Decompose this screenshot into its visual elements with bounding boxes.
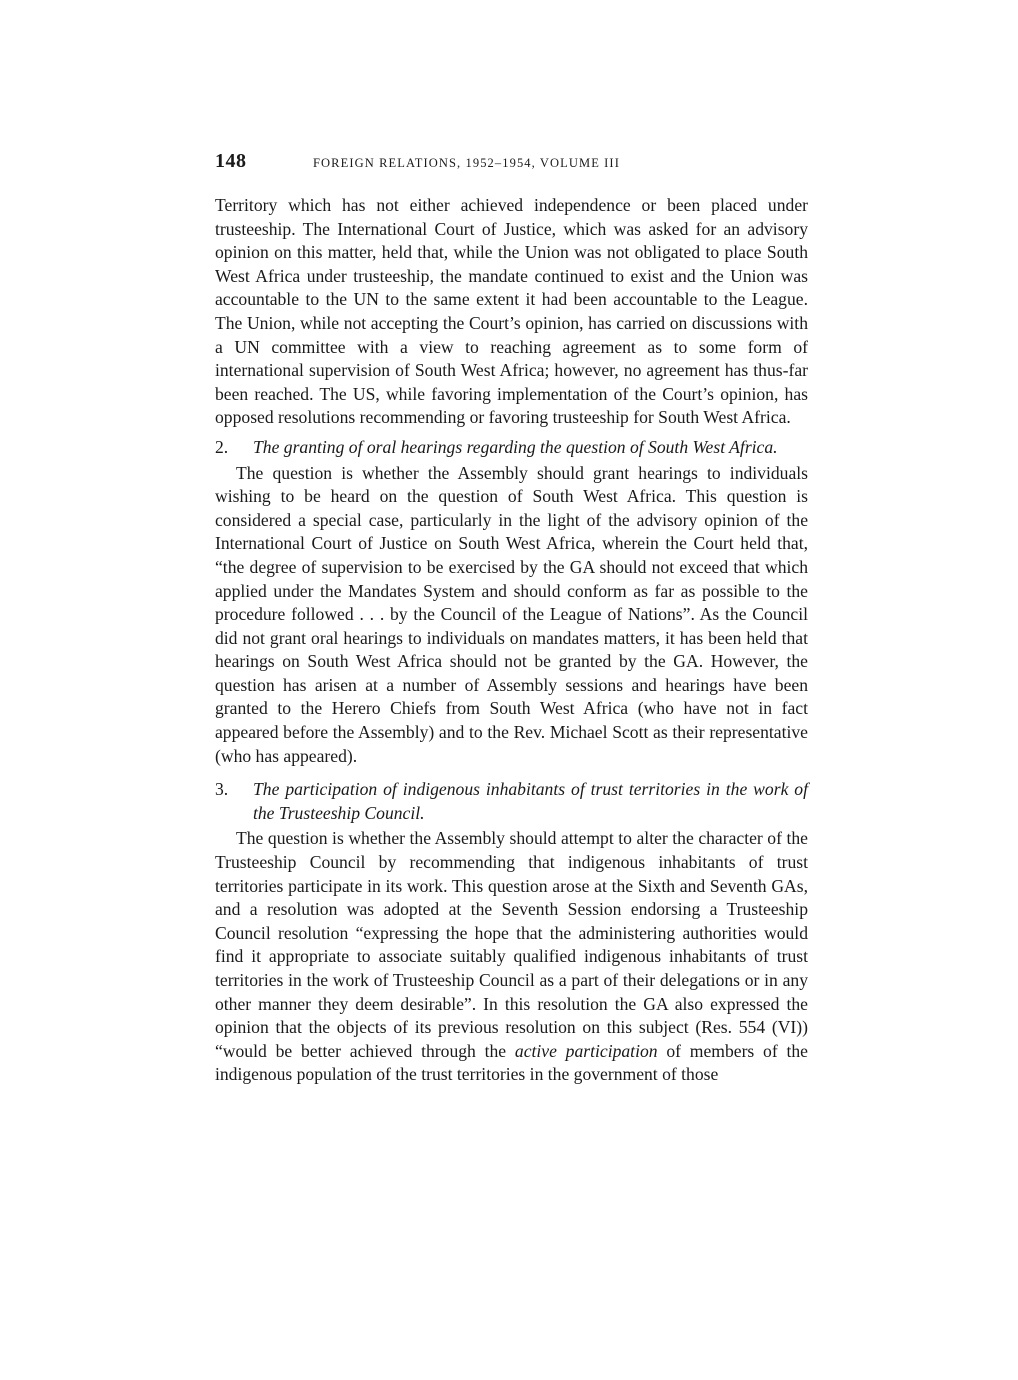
section-2-heading — [215, 436, 808, 460]
section-3-emphasis: active participation — [514, 1040, 658, 1061]
continuation-paragraph: Territory which has not either achieved independence or been placed under trusteeship. The International Court of Justice, which was asked for an advisory opinion on this matter, held that, while the Union was not obligated to place South West Africa under trusteeship, the mandate continued to exist and the Union was accountable to the UN to the same extent it had been accountable to the League. The Union, while not accepting the Court’s opinion, has carried on discussions with a UN committee with a view to reaching agreement as to some form of international supervision of South West Africa; however, no agreement has thus-far been reached. The US, while favoring implementation of the Court’s opinion, has opposed resolutions recommending or favoring trusteeship for South West Africa. — [215, 195, 808, 428]
section-2-body: The question is whether the Assembly should grant hearings to individuals wishing to be heard on the question of South West Africa. This question is considered a special case, particularly in the light of the advisory opinion of the International Court of Justice on South West Africa, wherein the Court held that, “the degree of supervision to be exercised by the GA should not exceed that which applied under the Mandates System and should conform as far as possible to the procedure followed . . . by the Council of the League of Nations”. As the Council did not grant oral hearings to individuals on mandates matters, it has been held that hearings on South West Africa should not be granted by the GA. However, the question has arisen at a number of Assembly sessions and hearings have been granted to the Herero Chiefs from South West Africa (who have not in fact appeared before the Assembly) and to the Rev. Michael Scott as their representative (who has appeared). — [215, 462, 808, 766]
section-3-heading — [215, 778, 808, 825]
page-number: 148 — [215, 150, 247, 172]
section-3-body — [215, 827, 808, 1087]
section-3-body-text-1: The question is whether the Assembly should attempt to alter the character of the Trusteeship Council by recommending that indigenous inhabitants of trust territories participate in its work. This question arose at the Sixth and Seventh GAs, and a resolution was adopted at the Seventh Session endorsing a Trusteeship Council resolution “expressing the hope that the administering authorities would find it appropriate to associate suitably qualified indigenous inhabitants of trust territories in the work of Trusteeship Council as a part of their delegations or in any other manner they deem desirable”. In this resolution the GA also expressed the opinion that the objects of its previous resolution on this subject (Res. 554 (VI)) “would be better achieved through the — [215, 828, 808, 1061]
section-3-body-text-2: of members of the indigenous population of the trust territories in the government of those — [215, 1040, 808, 1085]
section-2-number: 2. — [215, 436, 229, 457]
section-3-number: 3. — [215, 779, 229, 800]
section-2-title: The granting of oral hearings regarding the question of South West Africa. — [253, 436, 778, 457]
section-3-title: The participation of indigenous inhabitants of trust territories in the work of the Trusteeship Council. — [253, 779, 808, 823]
volume-title: FOREIGN RELATIONS, 1952–1954, VOLUME III — [313, 156, 620, 170]
document-page — [215, 150, 808, 1087]
running-header — [215, 150, 808, 180]
